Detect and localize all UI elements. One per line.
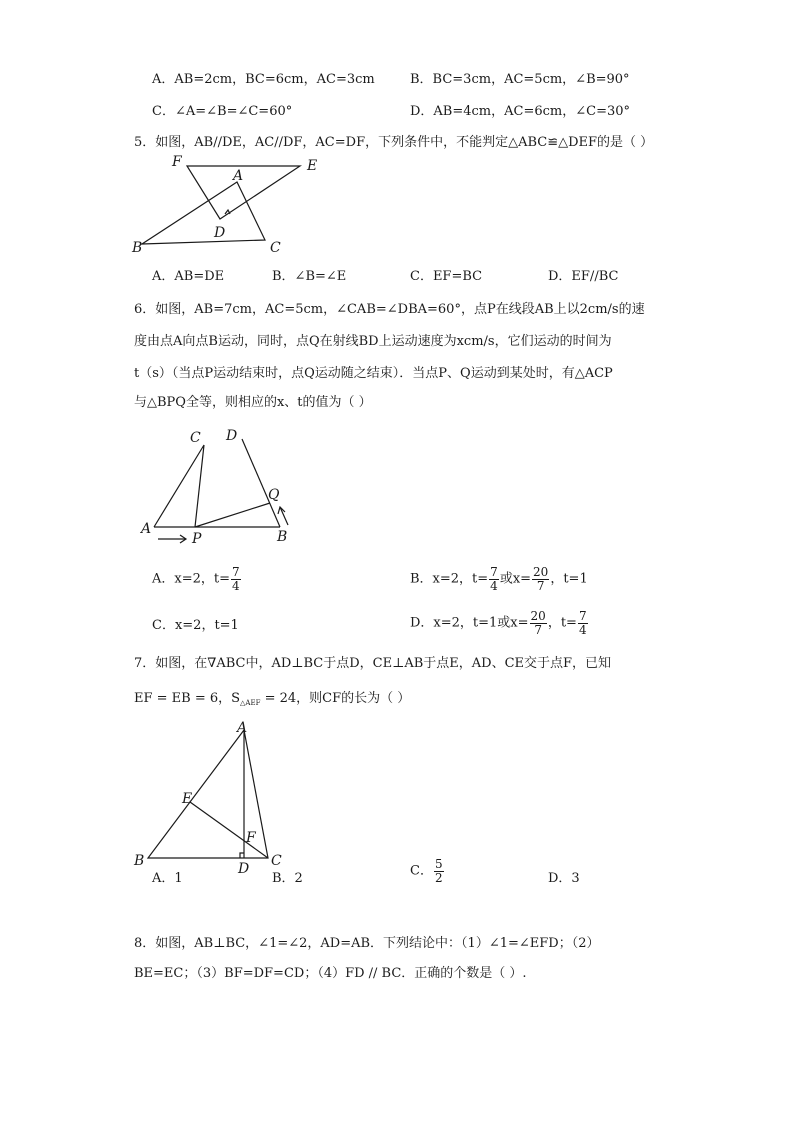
q6-label-b: B bbox=[277, 529, 288, 545]
q7-altitude-ce bbox=[190, 802, 268, 858]
q7-option-a: A．1 bbox=[152, 871, 183, 886]
q5-option-d: D．EF//BC bbox=[548, 269, 619, 284]
q6-label-q: Q bbox=[268, 487, 280, 503]
q5-option-a: A．AB=DE bbox=[152, 269, 225, 284]
q6-option-d: D．x=2，t=1或x= $\frac{20}{7}$ ，t= $\frac{7}{4}$ bbox=[410, 609, 587, 637]
q6-label-d: D bbox=[226, 428, 238, 444]
q7-label-a: A bbox=[237, 720, 248, 736]
q6-option-b: B．x=2，t= $\frac{7}{4}$ 或x= $\frac{20}{7}$ ，t=1 bbox=[410, 565, 588, 593]
q7-option-c: C． $\frac{5}{2}$ bbox=[410, 857, 443, 885]
q4-option-d: D．AB=4cm，AC=6cm，∠C=30° bbox=[410, 104, 631, 119]
q6-figure bbox=[138, 425, 318, 550]
q6-line-3: t（s）（当点P运动结束时，点Q运动随之结束）．当点P、Q运动到某处时，有△ACP bbox=[134, 366, 613, 381]
q7-label-f: F bbox=[246, 830, 256, 846]
q5-triangle-abc bbox=[142, 182, 265, 244]
q6-arrow-q bbox=[280, 507, 288, 525]
q5-label-f: F bbox=[172, 154, 182, 170]
q8-line-1: 8．如图，AB⊥BC，∠1=∠2，AD=AB．下列结论中：（1）∠1=∠EFD；（2） bbox=[134, 936, 600, 951]
q5-label-b: B bbox=[132, 240, 143, 256]
q7-line-1: 7．如图，在∇ABC中，AD⊥BC于点D，CE⊥AB于点E，AD、CE交于点F，已知 bbox=[134, 656, 612, 671]
q7-right-angle-mark bbox=[240, 853, 244, 858]
q6-label-p: P bbox=[192, 531, 202, 547]
q5-label-a: A bbox=[233, 168, 244, 184]
q6-label-c: C bbox=[190, 430, 201, 446]
q6-ray-bd bbox=[242, 439, 280, 527]
q5-label-d: D bbox=[214, 225, 226, 241]
q5-option-c: C．EF=BC bbox=[410, 269, 483, 284]
q5-triangle-def bbox=[187, 166, 300, 219]
q5-label-c: C bbox=[270, 240, 281, 256]
q7-label-d: D bbox=[238, 861, 250, 877]
q7-line-2: EF = EB = 6，$S_{\triangle AEF} = 24$，则CF的长为（ ） bbox=[134, 691, 411, 707]
q5-label-e: E bbox=[307, 158, 318, 174]
q6-segment-pq bbox=[195, 503, 270, 527]
q4-option-b: B．BC=3cm，AC=5cm，∠B=90° bbox=[410, 72, 630, 87]
q7-option-d: D．3 bbox=[548, 871, 580, 886]
q6-line-1: 6．如图，AB=7cm，AC=5cm，∠CAB=∠DBA=60°，点P在线段AB上以2cm/s的速 bbox=[134, 302, 645, 317]
q6-line-4: 与△BPQ全等，则相应的x、t的值为（ ） bbox=[134, 395, 372, 410]
q6-triangle-acp bbox=[154, 445, 204, 527]
q6-label-a: A bbox=[141, 521, 152, 537]
q4-option-c: C．∠A=∠B=∠C=60° bbox=[152, 104, 293, 119]
q7-label-b: B bbox=[134, 853, 145, 869]
q4-option-a: A．AB=2cm，BC=6cm，AC=3cm bbox=[152, 72, 375, 87]
q6-line-2: 度由点A向点B运动，同时，点Q在射线BD上运动速度为xcm/s，它们运动的时间为 bbox=[134, 334, 612, 349]
q5-figure bbox=[130, 152, 330, 262]
q7-option-b: B．2 bbox=[272, 871, 303, 886]
q6-option-c: C．x=2，t=1 bbox=[152, 618, 239, 633]
q5-stem: 5．如图，AB//DE，AC//DF，AC=DF，下列条件中，不能判定△ABC≌△DEF的是（ ） bbox=[134, 135, 654, 150]
q6-option-a: A．x=2，t= $\frac{7}{4}$ bbox=[152, 565, 240, 593]
q8-line-2: BE=EC；（3）BF=DF=CD；（4）FD // BC．正确的个数是（ ）. bbox=[134, 966, 527, 981]
q7-label-e: E bbox=[182, 791, 193, 807]
q5-option-b: B．∠B=∠E bbox=[272, 269, 347, 284]
q7-label-c: C bbox=[271, 853, 282, 869]
q7-figure bbox=[130, 720, 300, 880]
